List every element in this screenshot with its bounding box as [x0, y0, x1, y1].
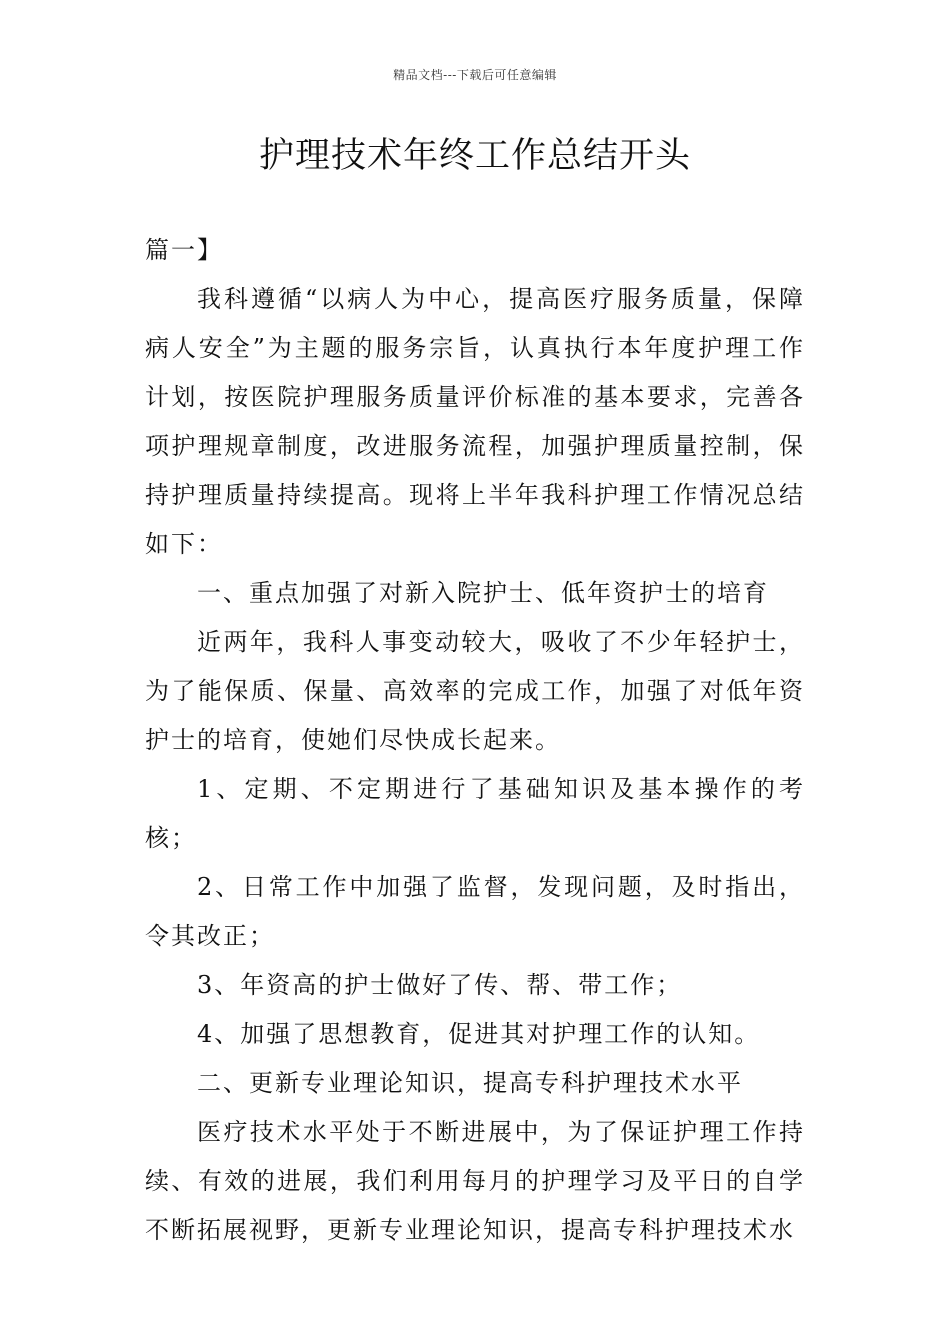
heading-section-1: 一、重点加强了对新入院护士、低年资护士的培育: [197, 579, 769, 607]
paragraph-training: 近两年，我科人事变动较大，吸收了不少年轻护士，为了能保质、保量、高效率的完成工作，加强了对低年资护士的培育，使她们尽快成长起来。: [145, 628, 805, 754]
header-note: 精品文档---下载后可任意编辑: [393, 68, 557, 82]
list-item-2: 2、日常工作中加强了监督，发现问题，及时指出，令其改正；: [145, 873, 805, 950]
heading-section-2: 二、更新专业理论知识，提高专科护理技术水平: [197, 1069, 743, 1097]
list-item-3: 3、年资高的护士做好了传、帮、带工作；: [197, 971, 683, 999]
section-label: 篇一】: [145, 236, 223, 264]
document-body: [145, 226, 805, 1255]
paragraph-knowledge: 医疗技术水平处于不断进展中，为了保证护理工作持续、有效的进展，我们利用每月的护理学习及平日的自学不断拓展视野，更新专业理论知识，提高专科护理技术水: [145, 1118, 805, 1244]
list-item-4: 4、加强了思想教育，促进其对护理工作的认知。: [197, 1020, 761, 1048]
paragraph-intro: 我科遵循“以病人为中心，提高医疗服务质量，保障病人安全”为主题的服务宗旨，认真执行本年度护理工作计划，按医院护理服务质量评价标准的基本要求，完善各项护理规章制度，改进服务流程，加强护理质量控制，保持护理质量持续提高。现将上半年我科护理工作情况总结如下：: [145, 285, 805, 558]
document-title: 护理技术年终工作总结开头: [258, 136, 691, 176]
list-item-1: 1、定期、不定期进行了基础知识及基本操作的考核；: [145, 775, 805, 852]
